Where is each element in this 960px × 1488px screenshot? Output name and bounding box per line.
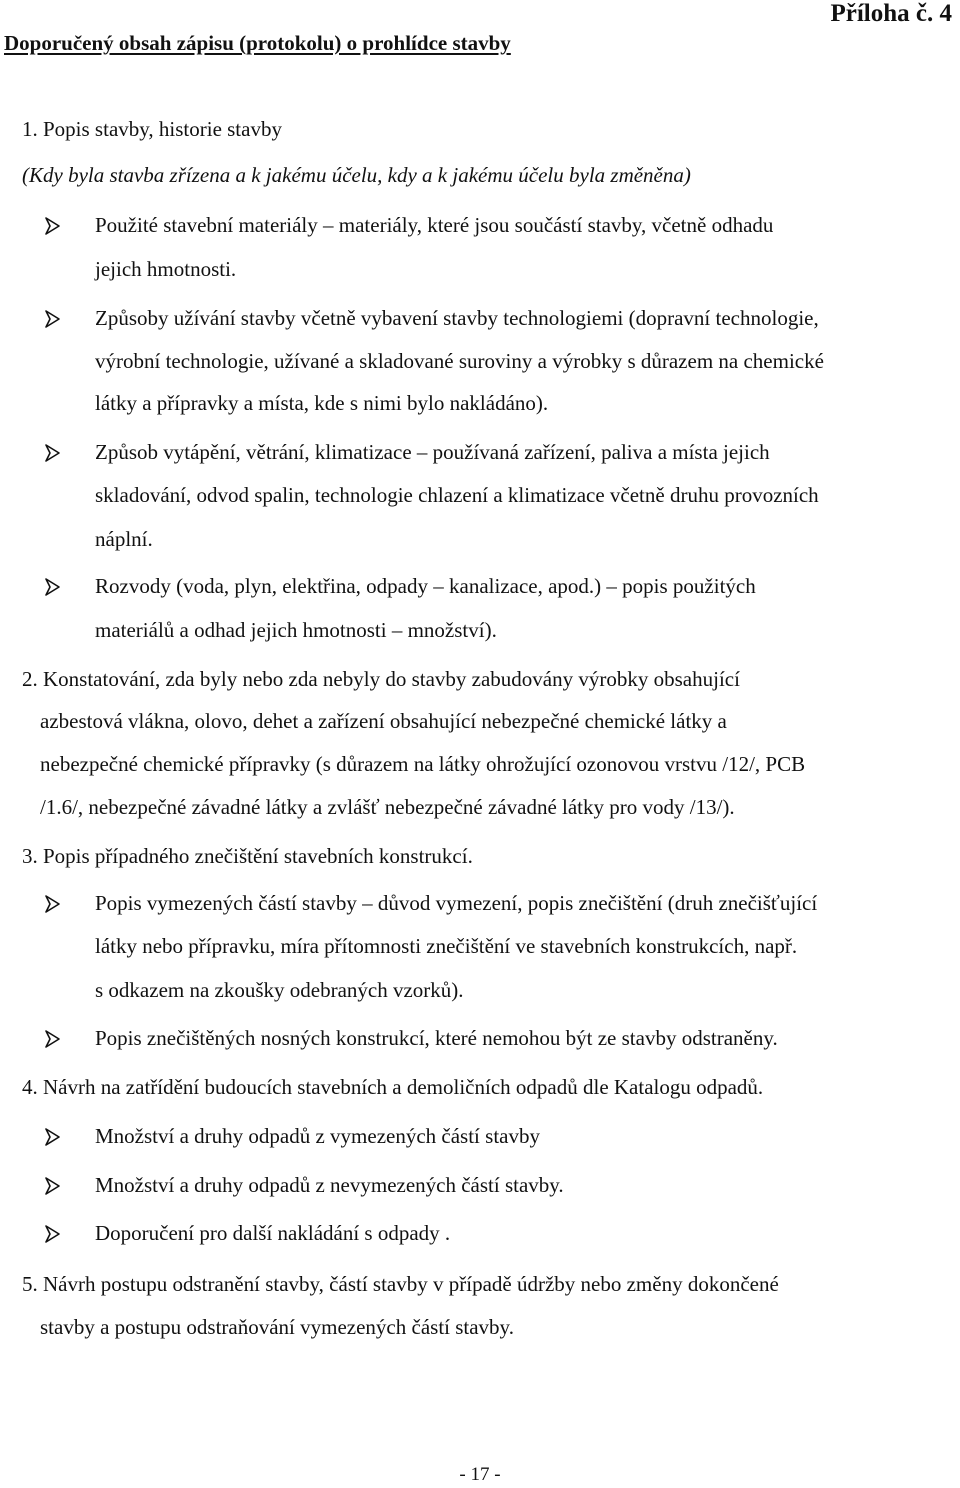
bullet-line: s odkazem na zkoušky odebraných vzorků). xyxy=(95,978,464,1002)
section-1-subtitle: (Kdy byla stavba zřízena a k jakému účelu, kdy a k jakému účelu byla změněna) xyxy=(22,163,691,187)
arrow-bullet-icon xyxy=(44,894,62,914)
section-5-line: stavby a postupu odstraňování vymezených částí stavby. xyxy=(40,1315,514,1339)
section-5-line: 5. Návrh postupu odstranění stavby, částí stavby v případě údržby nebo změny dokončené xyxy=(22,1272,779,1296)
arrow-bullet-icon xyxy=(44,1127,62,1147)
bullet-line: látky a přípravky a místa, kde s nimi bylo nakládáno). xyxy=(95,391,549,415)
bullet-line: skladování, odvod spalin, technologie chlazení a klimatizace včetně druhu provozních xyxy=(95,483,819,507)
arrow-bullet-icon xyxy=(44,1029,62,1049)
section-3-title: 3. Popis případného znečištění stavebních konstrukcí. xyxy=(22,844,473,868)
bullet-line: látky nebo přípravku, míra přítomnosti znečištění ve stavebních konstrukcích, např. xyxy=(95,934,798,958)
section-2-line: 2. Konstatování, zda byly nebo zda nebyly do stavby zabudovány výrobky obsahující xyxy=(22,667,740,691)
arrow-bullet-icon xyxy=(44,443,62,463)
arrow-bullet-icon xyxy=(44,577,62,597)
bullet-line: Popis znečištěných nosných konstrukcí, které nemohou být ze stavby odstraněny. xyxy=(95,1026,778,1050)
bullet-line: Způsob vytápění, větrání, klimatizace – používaná zařízení, paliva a místa jejich xyxy=(95,440,770,464)
section-2-line: nebezpečné chemické přípravky (s důrazem na látky ohrožující ozonovou vrstvu /12/, PCB xyxy=(40,752,806,776)
section-4-title: 4. Návrh na zatřídění budoucích stavebních a demoličních odpadů dle Katalogu odpadů. xyxy=(22,1075,764,1099)
bullet-line: jejich hmotnosti. xyxy=(95,257,237,281)
bullet-line: Rozvody (voda, plyn, elektřina, odpady – kanalizace, apod.) – popis použitých xyxy=(95,574,756,598)
bullet-line: Způsoby užívání stavby včetně vybavení stavby technologiemi (dopravní technologie, xyxy=(95,306,819,330)
bullet-line: Množství a druhy odpadů z vymezených částí stavby xyxy=(95,1124,540,1148)
bullet-line: Použité stavební materiály – materiály, které jsou součástí stavby, včetně odhadu xyxy=(95,213,774,237)
arrow-bullet-icon xyxy=(44,309,62,329)
bullet-line: materiálů a odhad jejich hmotnosti – množství). xyxy=(95,618,497,642)
section-2-line: azbestová vlákna, olovo, dehet a zařízení obsahující nebezpečné chemické látky a xyxy=(40,709,727,733)
bullet-line: Množství a druhy odpadů z nevymezených částí stavby. xyxy=(95,1173,564,1197)
arrow-bullet-icon xyxy=(44,216,62,236)
bullet-line: Popis vymezených částí stavby – důvod vymezení, popis znečištění (druh znečišťující xyxy=(95,891,818,915)
annex-label: Příloha č. 4 xyxy=(830,0,952,27)
arrow-bullet-icon xyxy=(44,1176,62,1196)
arrow-bullet-icon xyxy=(44,1224,62,1244)
section-2-line: /1.6/, nebezpečné závadné látky a zvlášť nebezpečné závadné látky pro vody /13/). xyxy=(40,795,735,819)
bullet-line: Doporučení pro další nakládání s odpady . xyxy=(95,1221,451,1245)
section-1-title: 1. Popis stavby, historie stavby xyxy=(22,117,282,141)
document-title: Doporučený obsah zápisu (protokolu) o prohlídce stavby xyxy=(4,31,511,55)
page-number: - 17 - xyxy=(459,1464,501,1485)
bullet-line: výrobní technologie, užívané a skladované suroviny a výrobky s důrazem na chemické xyxy=(95,349,824,373)
bullet-line: náplní. xyxy=(95,527,153,551)
